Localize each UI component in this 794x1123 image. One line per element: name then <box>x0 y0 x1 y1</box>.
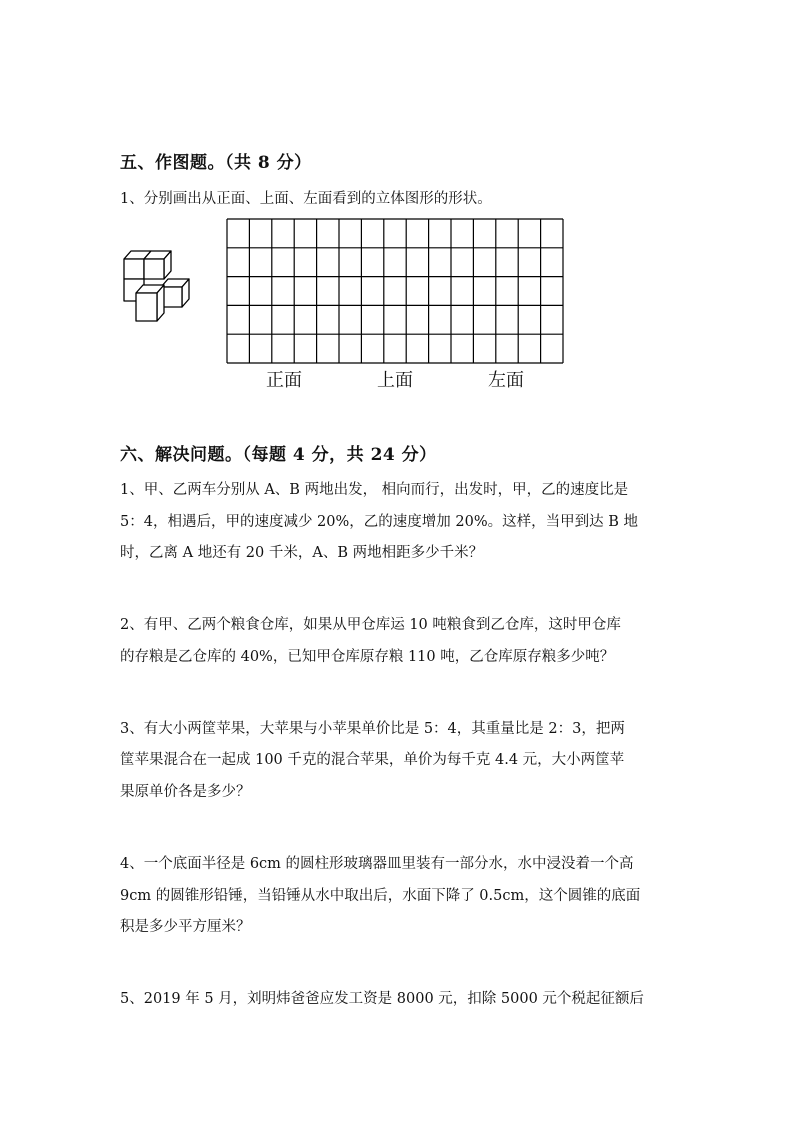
problem-line: 筐苹果混合在一起成 100 千克的混合苹果，单价为每千克 4.4 元，大小两筐苹 <box>120 752 625 768</box>
problem-line: 果原单价各是多少？ <box>120 784 251 800</box>
problem-line: 4、一个底面半径是 6cm 的圆柱形玻璃器皿里装有一部分水，水中浸没着一个高 <box>120 856 634 872</box>
section5-heading: 五、作图题。（共 8 分） <box>120 153 312 173</box>
section6-heading: 六、解决问题。（每题 4 分，共 24 分） <box>120 445 437 465</box>
drawing-grid <box>226 218 564 364</box>
problem-line: 5：4，相遇后，甲的速度减少 20%，乙的速度增加 20%。这样，当甲到达 B 地 <box>120 514 638 530</box>
problem-line: 积是多少平方厘米？ <box>120 919 251 935</box>
view-label-top: 上面 <box>377 370 413 391</box>
view-label-left: 左面 <box>488 370 524 391</box>
problem-line: 时，乙离 A 地还有 20 千米，A、B 两地相距多少千米？ <box>120 545 484 561</box>
problem-line: 9cm 的圆锥形铅锤，当铅锤从水中取出后，水面下降了 0.5cm，这个圆锥的底面 <box>120 888 641 904</box>
problem-line: 3、有大小两筐苹果，大苹果与小苹果单价比是 5：4，其重量比是 2：3，把两 <box>120 721 625 737</box>
problem-line: 5、2019 年 5 月，刘明炜爸爸应发工资是 8000 元，扣除 5000 元个税起征额后 <box>120 991 644 1007</box>
problem-line: 2、有甲、乙两个粮食仓库，如果从甲仓库运 10 吨粮食到乙仓库，这时甲仓库 <box>120 617 621 633</box>
problem-line: 1、甲、乙两车分别从 A、B 两地出发， 相向而行，出发时，甲，乙的速度比是 <box>120 482 629 498</box>
view-label-front: 正面 <box>266 370 302 391</box>
section5-question-1: 1、分别画出从正面、上面、左面看到的立体图形的形状。 <box>120 191 492 207</box>
problem-line: 的存粮是乙仓库的 40%，已知甲仓库原存粮 110 吨，乙仓库原存粮多少吨？ <box>120 649 615 665</box>
cube-stack-figure <box>121 245 193 323</box>
